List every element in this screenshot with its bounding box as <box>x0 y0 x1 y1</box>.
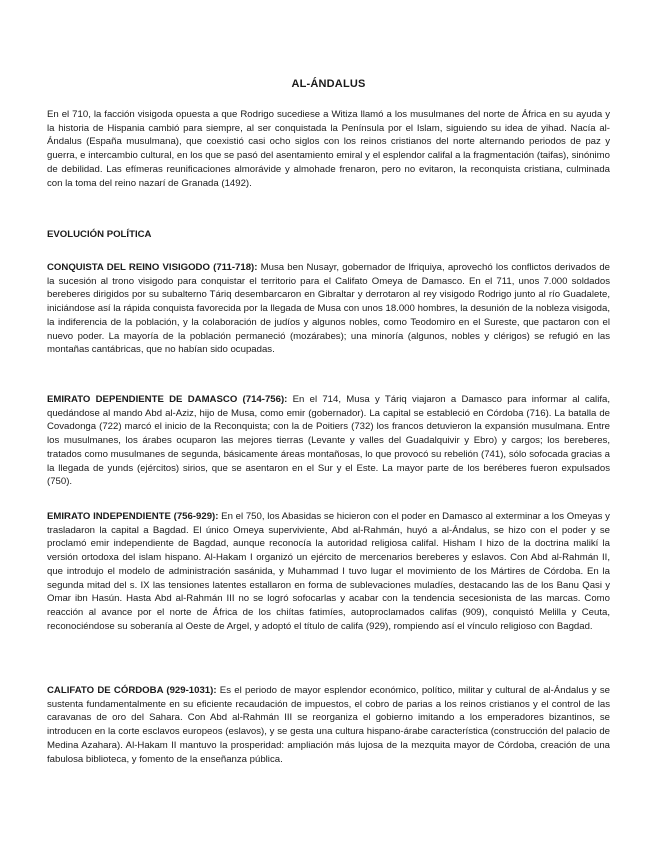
section-heading: EVOLUCIÓN POLÍTICA <box>47 229 152 240</box>
section-emirato-dependiente <box>47 393 610 489</box>
section-emirato-independiente-text: En el 750, los Abasidas se hicieron con el poder en Damasco al exterminar a los Omeyas y trasladaron la capital a Bagdad. El único Omeya superviviente, Abd al-Rahmán, huyó a al-Ándalus, se hizo con el poder y se proclamó emir independiente de Bagdad, aunque reconocía la autoridad religiosa califal. Hisham I hizo de la doctrina malikí la versión ortodoxa del islam hispano. Al-Hakam I organizó un ejército de mercenarios bereberes y eslavos. Con Abd al-Rahmán II, que introdujo el modelo de administración sasánida, y Muhammad I tuvo lugar el movimiento de los Mártires de Córdoba. En la segunda mitad del s. IX las tensiones latentes estallaron en forma de sublevaciones muladíes, destacando las de los Banu Qasi y Omar ibn Hasún. Hasta Abd al-Rahmán III no se logró sofocarlas y acabar con la tendencia secesionista de las marcas. Como reacción al avance por el norte de África de los chiítas fatimíes, autoproclamados califas (909), conquistó Melilla y Ceuta, reconociéndose su soberanía al Oeste de Argel, y adoptó el título de califa (929), rompiendo así el vínculo religioso con Bagdad. <box>47 511 610 632</box>
section-conquista-text: Musa ben Nusayr, gobernador de Ifriquiya, aprovechó los conflictos derivados de la sucesión al trono visigodo para conquistar el territorio para el Califato Omeya de Damasco. En el 711, unos 7.000 soldados bereberes dirigidos por su subalterno Táriq desembarcaron en Gibraltar y derrotaron al rey visigodo Rodrigo junto al río Guadalete, iniciándose así la rápida conquista favorecida por la llegada de Musa con unos 18.000 hombres, la desunión de la nobleza visigoda, la indiferencia de la población, y la colaboración de judíos y algunos nobles, como Teodomiro en el Sureste, que pactaron con el nuevo poder. La mayoría de la población permaneció (mozárabes); una minoría (algunos, nobles y clérigos) se refugió en las montañas cantábricas, que no habían sido ocupadas. <box>47 262 610 356</box>
section-califato <box>47 684 610 766</box>
section-conquista-heading: CONQUISTA DEL REINO VISIGODO (711-718): <box>47 262 258 273</box>
section-califato-heading: CALIFATO DE CÓRDOBA (929-1031): <box>47 685 217 696</box>
page-title: AL-ÁNDALUS <box>291 78 366 90</box>
section-emirato-dependiente-heading: EMIRATO DEPENDIENTE DE DAMASCO (714-756): <box>47 394 288 405</box>
section-emirato-dependiente-text: En el 714, Musa y Táriq viajaron a Damasco para informar al califa, quedándose al mando Abd al-Aziz, hijo de Musa, como emir (gobernador). La capital se estableció en Córdoba (716). La batalla de Covadonga (722) marcó el inicio de la Reconquista; con la de Poitiers (732) los francos detuvieron la expansión musulmana. Entre los musulmanes, los árabes ocuparon las mejores tierras (Levante y valles del Guadalquivir y Ebro) y cargos; los bereberes, tratados como musulmanes de segunda, básicamente áreas montañosas, lo que provocó su rebelión (741), sólo sofocada gracias a la llegada de yunds (ejércitos) sirios, que se asentaron en el Sur y el Este. La mayor parte de los beréberes fueron expulsados (750). <box>47 394 610 488</box>
section-conquista <box>47 261 610 357</box>
intro-paragraph: En el 710, la facción visigoda opuesta a que Rodrigo sucediese a Witiza llamó a los musulmanes del norte de África en su ayuda y la historia de Hispania cambió para siempre, al ser conquistada la Península por el Islam, siguiendo su idea de yihad. Nacía al-Ándalus (España musulmana), que coexistió casi ocho siglos con los reinos cristianos del norte alternando periodos de paz y guerra, e intercambio cultural, en los que se pasó del asentamiento emiral y el esplendor califal a la fragmentación (taifas), sinónimo de debilidad. Las efímeras reunificaciones almorávide y almohade frenaron, pero no evitaron, la reconquista cristiana, culminada con la toma del reino nazarí de Granada (1492). <box>47 109 610 189</box>
section-emirato-independiente <box>47 510 610 633</box>
section-califato-text: Es el periodo de mayor esplendor económico, político, militar y cultural de al-Ándalus y se sustenta fundamentalmente en su eficiente recaudación de impuestos, el cobro de parias a los reinos cristianos y el control de las caravanas de oro del Sahara. Con Abd al-Rahmán III se reorganiza el gobierno imitando a los emperadores bizantinos, se introducen en la corte esclavos europeos (eslavos), y se gesta una cultura hispano-árabe característica (construcción del palacio de Medina Azahara). Al-Hakam II mantuvo la prosperidad: ampliación más lujosa de la mezquita mayor de Córdoba, creación de una fabulosa biblioteca, y fomento de la enseñanza pública. <box>47 685 610 765</box>
section-emirato-independiente-heading: EMIRATO INDEPENDIENTE (756-929): <box>47 511 219 522</box>
